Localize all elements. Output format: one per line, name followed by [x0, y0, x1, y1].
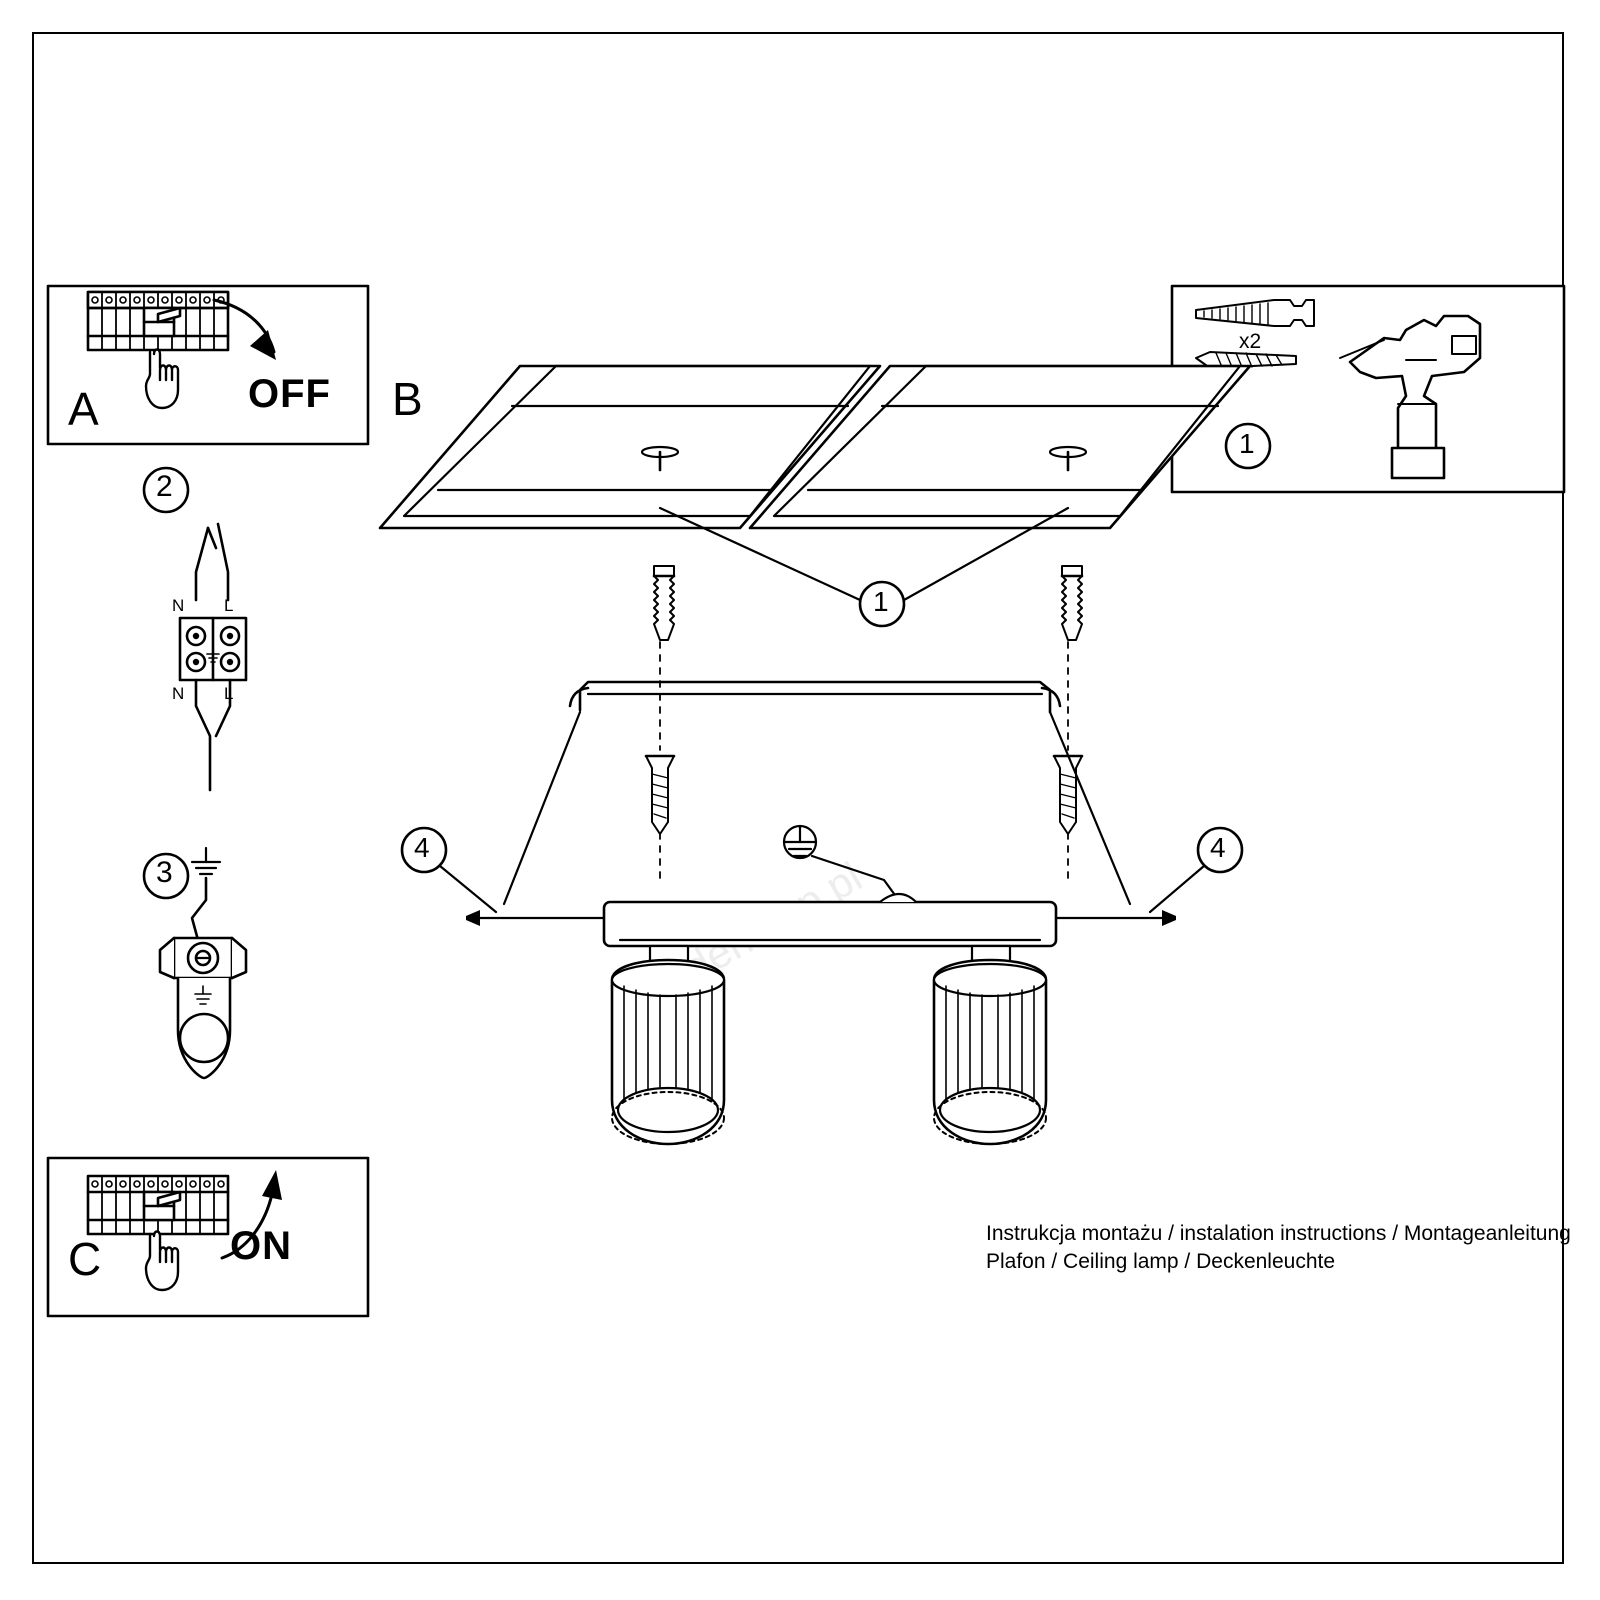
terminal-block-a	[88, 292, 228, 350]
set-screw-left	[466, 910, 604, 926]
terminal-label-bottom-l: L	[224, 684, 234, 703]
ceiling-panel-icon	[380, 366, 1250, 528]
step-c-action-on: ON	[230, 1224, 292, 1268]
terminal-label-top-l: L	[224, 596, 234, 615]
callout-1-parts-number: 1	[1239, 428, 1255, 459]
set-screw-right	[1056, 910, 1176, 926]
step-label-a: A	[68, 383, 99, 435]
wall-plug-inserted-right	[1062, 566, 1082, 640]
callout-2-number: 2	[156, 470, 173, 503]
dowel-quantity-label: x2	[1239, 330, 1262, 353]
callout-3-number: 3	[156, 856, 173, 889]
instruction-title-line1: Instrukcja montażu / instalation instructions / Montageanleitung	[986, 1222, 1571, 1245]
terminal-label-bottom-n: N	[172, 684, 185, 703]
ceiling-lamp-icon	[604, 894, 1056, 1144]
earth-ground-icon-lamp	[784, 826, 816, 858]
callout-4-right-number: 4	[1210, 832, 1226, 863]
callout-1-ceiling-number: 1	[873, 586, 889, 617]
mounting-bracket	[570, 682, 1060, 712]
terminal-block-c	[88, 1176, 228, 1234]
step-a-action-off: OFF	[248, 372, 331, 416]
step-label-c: C	[68, 1233, 102, 1285]
step-label-b: B	[392, 373, 423, 425]
instruction-title-line2: Plafon / Ceiling lamp / Deckenleuchte	[986, 1250, 1336, 1273]
step-2-illustration	[144, 468, 246, 790]
screw-icon-left	[646, 756, 674, 834]
wall-plug-inserted-left	[654, 566, 674, 640]
callout-4-left-number: 4	[414, 832, 430, 863]
terminal-label-top-n: N	[172, 596, 185, 615]
screw-icon-right	[1054, 756, 1082, 834]
